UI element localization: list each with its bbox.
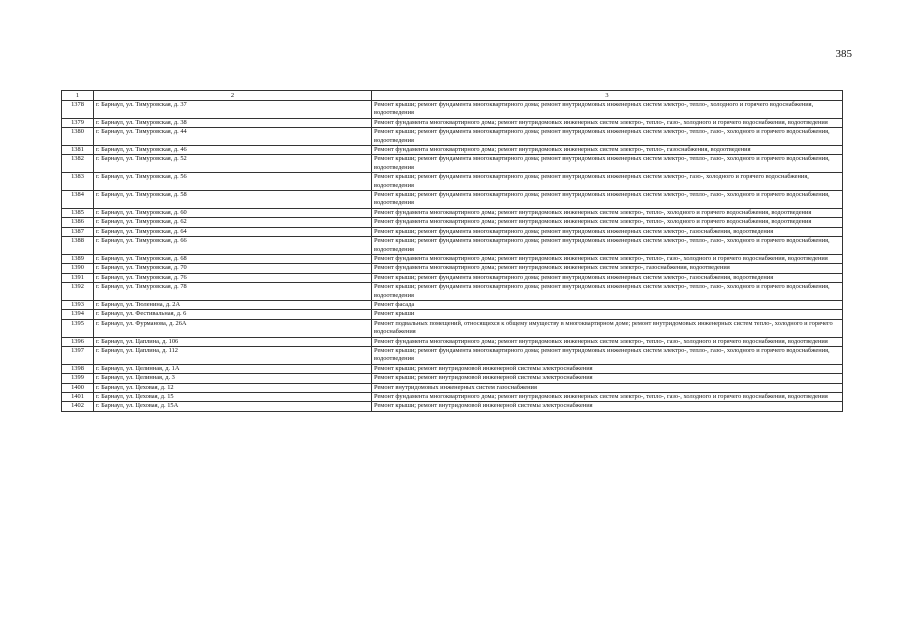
row-work-description: Ремонт фундамента многоквартирного дома; ремонт внутридомовых инженерных систем электро-, тепло-, холодного и горячего водоснабжения, водоотведения	[372, 208, 843, 217]
row-number: 1393	[62, 300, 94, 309]
row-number: 1390	[62, 264, 94, 273]
row-address: г. Барнаул, ул. Фурманова, д. 26А	[94, 319, 372, 337]
table-row	[62, 191, 843, 209]
row-number: 1395	[62, 319, 94, 337]
row-work-description: Ремонт крыши; ремонт фундамента многоквартирного дома; ремонт внутридомовых инженерных систем электро-, тепло-, газо-, холодного и горячего водоснабжения, водоотведения	[372, 346, 843, 364]
table-row	[62, 173, 843, 191]
row-work-description: Ремонт крыши; ремонт фундамента многоквартирного дома; ремонт внутридомовых инженерных систем электро-, тепло-, холодного и горячего водоснабжения, водоотведения	[372, 101, 843, 119]
table-row	[62, 346, 843, 364]
row-address: г. Барнаул, ул. Тимуровская, д. 68	[94, 254, 372, 263]
table-row	[62, 101, 843, 119]
table-body	[62, 101, 843, 412]
row-number: 1396	[62, 337, 94, 346]
table-row	[62, 237, 843, 255]
row-address: г. Барнаул, ул. Тимуровская, д. 58	[94, 191, 372, 209]
row-address: г. Барнаул, ул. Тимуровская, д. 56	[94, 173, 372, 191]
header-col-2: 2	[94, 91, 372, 101]
row-number: 1385	[62, 208, 94, 217]
row-work-description: Ремонт крыши; ремонт фундамента многоквартирного дома; ремонт внутридомовых инженерных систем электро-, тепло-, газо-, холодного и горячего водоснабжения, водоотведения	[372, 283, 843, 301]
row-work-description: Ремонт внутридомовых инженерных систем газоснабжения	[372, 383, 843, 392]
table-row	[62, 208, 843, 217]
row-address: г. Барнаул, ул. Целинная, д. 3	[94, 374, 372, 383]
table-row	[62, 283, 843, 301]
table-row	[62, 227, 843, 236]
row-address: г. Барнаул, ул. Тимуровская, д. 66	[94, 237, 372, 255]
row-number: 1380	[62, 128, 94, 146]
row-work-description: Ремонт фундамента многоквартирного дома; ремонт внутридомовых инженерных систем электро-, тепло-, газоснабжения, водоотведения	[372, 146, 843, 155]
row-number: 1394	[62, 310, 94, 319]
row-work-description: Ремонт крыши; ремонт внутридомовой инженерной системы электроснабжения	[372, 364, 843, 373]
row-address: г. Барнаул, ул. Тимуровская, д. 38	[94, 118, 372, 127]
header-col-1: 1	[62, 91, 94, 101]
row-work-description: Ремонт крыши; ремонт фундамента многоквартирного дома; ремонт внутридомовых инженерных систем электро-, тепло-, газо-, холодного и горячего водоснабжения, водоотведения	[372, 128, 843, 146]
row-address: г. Барнаул, ул. Тюленина, д. 2А	[94, 300, 372, 309]
row-work-description: Ремонт крыши; ремонт фундамента многоквартирного дома; ремонт внутридомовых инженерных систем электро-, тепло-, газо-, холодного и горячего водоснабжения, водоотведения	[372, 237, 843, 255]
row-address: г. Барнаул, ул. Целинная, д. 1А	[94, 364, 372, 373]
table-row	[62, 310, 843, 319]
row-number: 1400	[62, 383, 94, 392]
row-address: г. Барнаул, ул. Тимуровская, д. 70	[94, 264, 372, 273]
row-work-description: Ремонт крыши; ремонт фундамента многоквартирного дома; ремонт внутридомовых инженерных систем электро-, газоснабжения, водоотведения	[372, 227, 843, 236]
row-address: г. Барнаул, ул. Тимуровская, д. 60	[94, 208, 372, 217]
table-header-row	[62, 91, 843, 101]
row-work-description: Ремонт фундамента многоквартирного дома; ремонт внутридомовых инженерных систем электро-, тепло-, газо-, холодного и горячего водоснабжения, водоотведения	[372, 393, 843, 402]
row-address: г. Барнаул, ул. Тимуровская, д. 78	[94, 283, 372, 301]
row-number: 1379	[62, 118, 94, 127]
row-work-description: Ремонт фундамента многоквартирного дома; ремонт внутридомовых инженерных систем электро-, тепло-, газо-, холодного и горячего водоснабжения, водоотведения	[372, 118, 843, 127]
row-work-description: Ремонт фасада	[372, 300, 843, 309]
row-number: 1391	[62, 273, 94, 282]
table-row	[62, 383, 843, 392]
row-address: г. Барнаул, ул. Тимуровская, д. 62	[94, 218, 372, 227]
header-col-3: 3	[372, 91, 843, 101]
row-work-description: Ремонт фундамента многоквартирного дома; ремонт внутридомовых инженерных систем электро-, газоснабжения, водоотведения	[372, 264, 843, 273]
row-work-description: Ремонт крыши	[372, 310, 843, 319]
row-address: г. Барнаул, ул. Тимуровская, д. 64	[94, 227, 372, 236]
table-row	[62, 393, 843, 402]
table-row	[62, 146, 843, 155]
row-number: 1398	[62, 364, 94, 373]
row-number: 1378	[62, 101, 94, 119]
row-address: г. Барнаул, ул. Тимуровская, д. 44	[94, 128, 372, 146]
row-number: 1389	[62, 254, 94, 263]
row-work-description: Ремонт крыши; ремонт фундамента многоквартирного дома; ремонт внутридомовых инженерных систем электро-, тепло-, газо-, холодного и горячего водоснабжения, водоотведения	[372, 155, 843, 173]
table-row	[62, 254, 843, 263]
row-address: г. Барнаул, ул. Цеховая, д. 15	[94, 393, 372, 402]
table-row	[62, 402, 843, 411]
page-number: 385	[835, 48, 852, 60]
row-work-description: Ремонт крыши; ремонт фундамента многоквартирного дома; ремонт внутридомовых инженерных систем электро-, газоснабжения, водоотведения	[372, 273, 843, 282]
table-row	[62, 155, 843, 173]
table-row	[62, 128, 843, 146]
table-row	[62, 364, 843, 373]
row-address: г. Барнаул, ул. Фестивальная, д. 6	[94, 310, 372, 319]
row-address: г. Барнаул, ул. Тимуровская, д. 46	[94, 146, 372, 155]
row-address: г. Барнаул, ул. Тимуровская, д. 37	[94, 101, 372, 119]
row-work-description: Ремонт фундамента многоквартирного дома; ремонт внутридомовых инженерных систем электро-, тепло-, холодного и горячего водоснабжения, водоотведения	[372, 218, 843, 227]
row-address: г. Барнаул, ул. Цеховая, д. 15А	[94, 402, 372, 411]
row-number: 1402	[62, 402, 94, 411]
row-number: 1382	[62, 155, 94, 173]
row-work-description: Ремонт фундамента многоквартирного дома; ремонт внутридомовых инженерных систем электро-, тепло-, газо-, холодного и горячего водоснабжения, водоотведения	[372, 254, 843, 263]
row-number: 1381	[62, 146, 94, 155]
row-address: г. Барнаул, ул. Цеховая, д. 12	[94, 383, 372, 392]
row-number: 1397	[62, 346, 94, 364]
row-address: г. Барнаул, ул. Тимуровская, д. 52	[94, 155, 372, 173]
table-row	[62, 374, 843, 383]
row-number: 1399	[62, 374, 94, 383]
row-number: 1383	[62, 173, 94, 191]
row-number: 1401	[62, 393, 94, 402]
table-row	[62, 273, 843, 282]
row-work-description: Ремонт фундамента многоквартирного дома; ремонт внутридомовых инженерных систем электро-, тепло-, газо-, холодного и горячего водоснабжения, водоотведения	[372, 337, 843, 346]
row-work-description: Ремонт крыши; ремонт фундамента многоквартирного дома; ремонт внутридомовых инженерных систем электро-, тепло-, газо-, холодного и горячего водоснабжения, водоотведения	[372, 191, 843, 209]
row-number: 1387	[62, 227, 94, 236]
row-work-description: Ремонт крыши; ремонт внутридомовой инженерной системы электроснабжения	[372, 402, 843, 411]
table-row	[62, 218, 843, 227]
row-work-description: Ремонт подвальных помещений, относящихся к общему имуществу в многоквартирном доме; ремонт внутридомовых инженерных систем тепло-, холодного и горячего водоснабжения	[372, 319, 843, 337]
row-number: 1392	[62, 283, 94, 301]
row-address: г. Барнаул, ул. Тимуровская, д. 76	[94, 273, 372, 282]
table-row	[62, 319, 843, 337]
row-number: 1384	[62, 191, 94, 209]
table-row	[62, 118, 843, 127]
table-row	[62, 264, 843, 273]
table-row	[62, 300, 843, 309]
row-work-description: Ремонт крыши; ремонт фундамента многоквартирного дома; ремонт внутридомовых инженерных систем электро-, газо-, холодного и горячего водоснабжения, водоотведения	[372, 173, 843, 191]
table-row	[62, 337, 843, 346]
row-work-description: Ремонт крыши; ремонт внутридомовой инженерной системы электроснабжения	[372, 374, 843, 383]
row-number: 1388	[62, 237, 94, 255]
repair-registry-table	[61, 90, 843, 412]
row-address: г. Барнаул, ул. Цаплина, д. 106	[94, 337, 372, 346]
row-number: 1386	[62, 218, 94, 227]
row-address: г. Барнаул, ул. Цаплина, д. 112	[94, 346, 372, 364]
